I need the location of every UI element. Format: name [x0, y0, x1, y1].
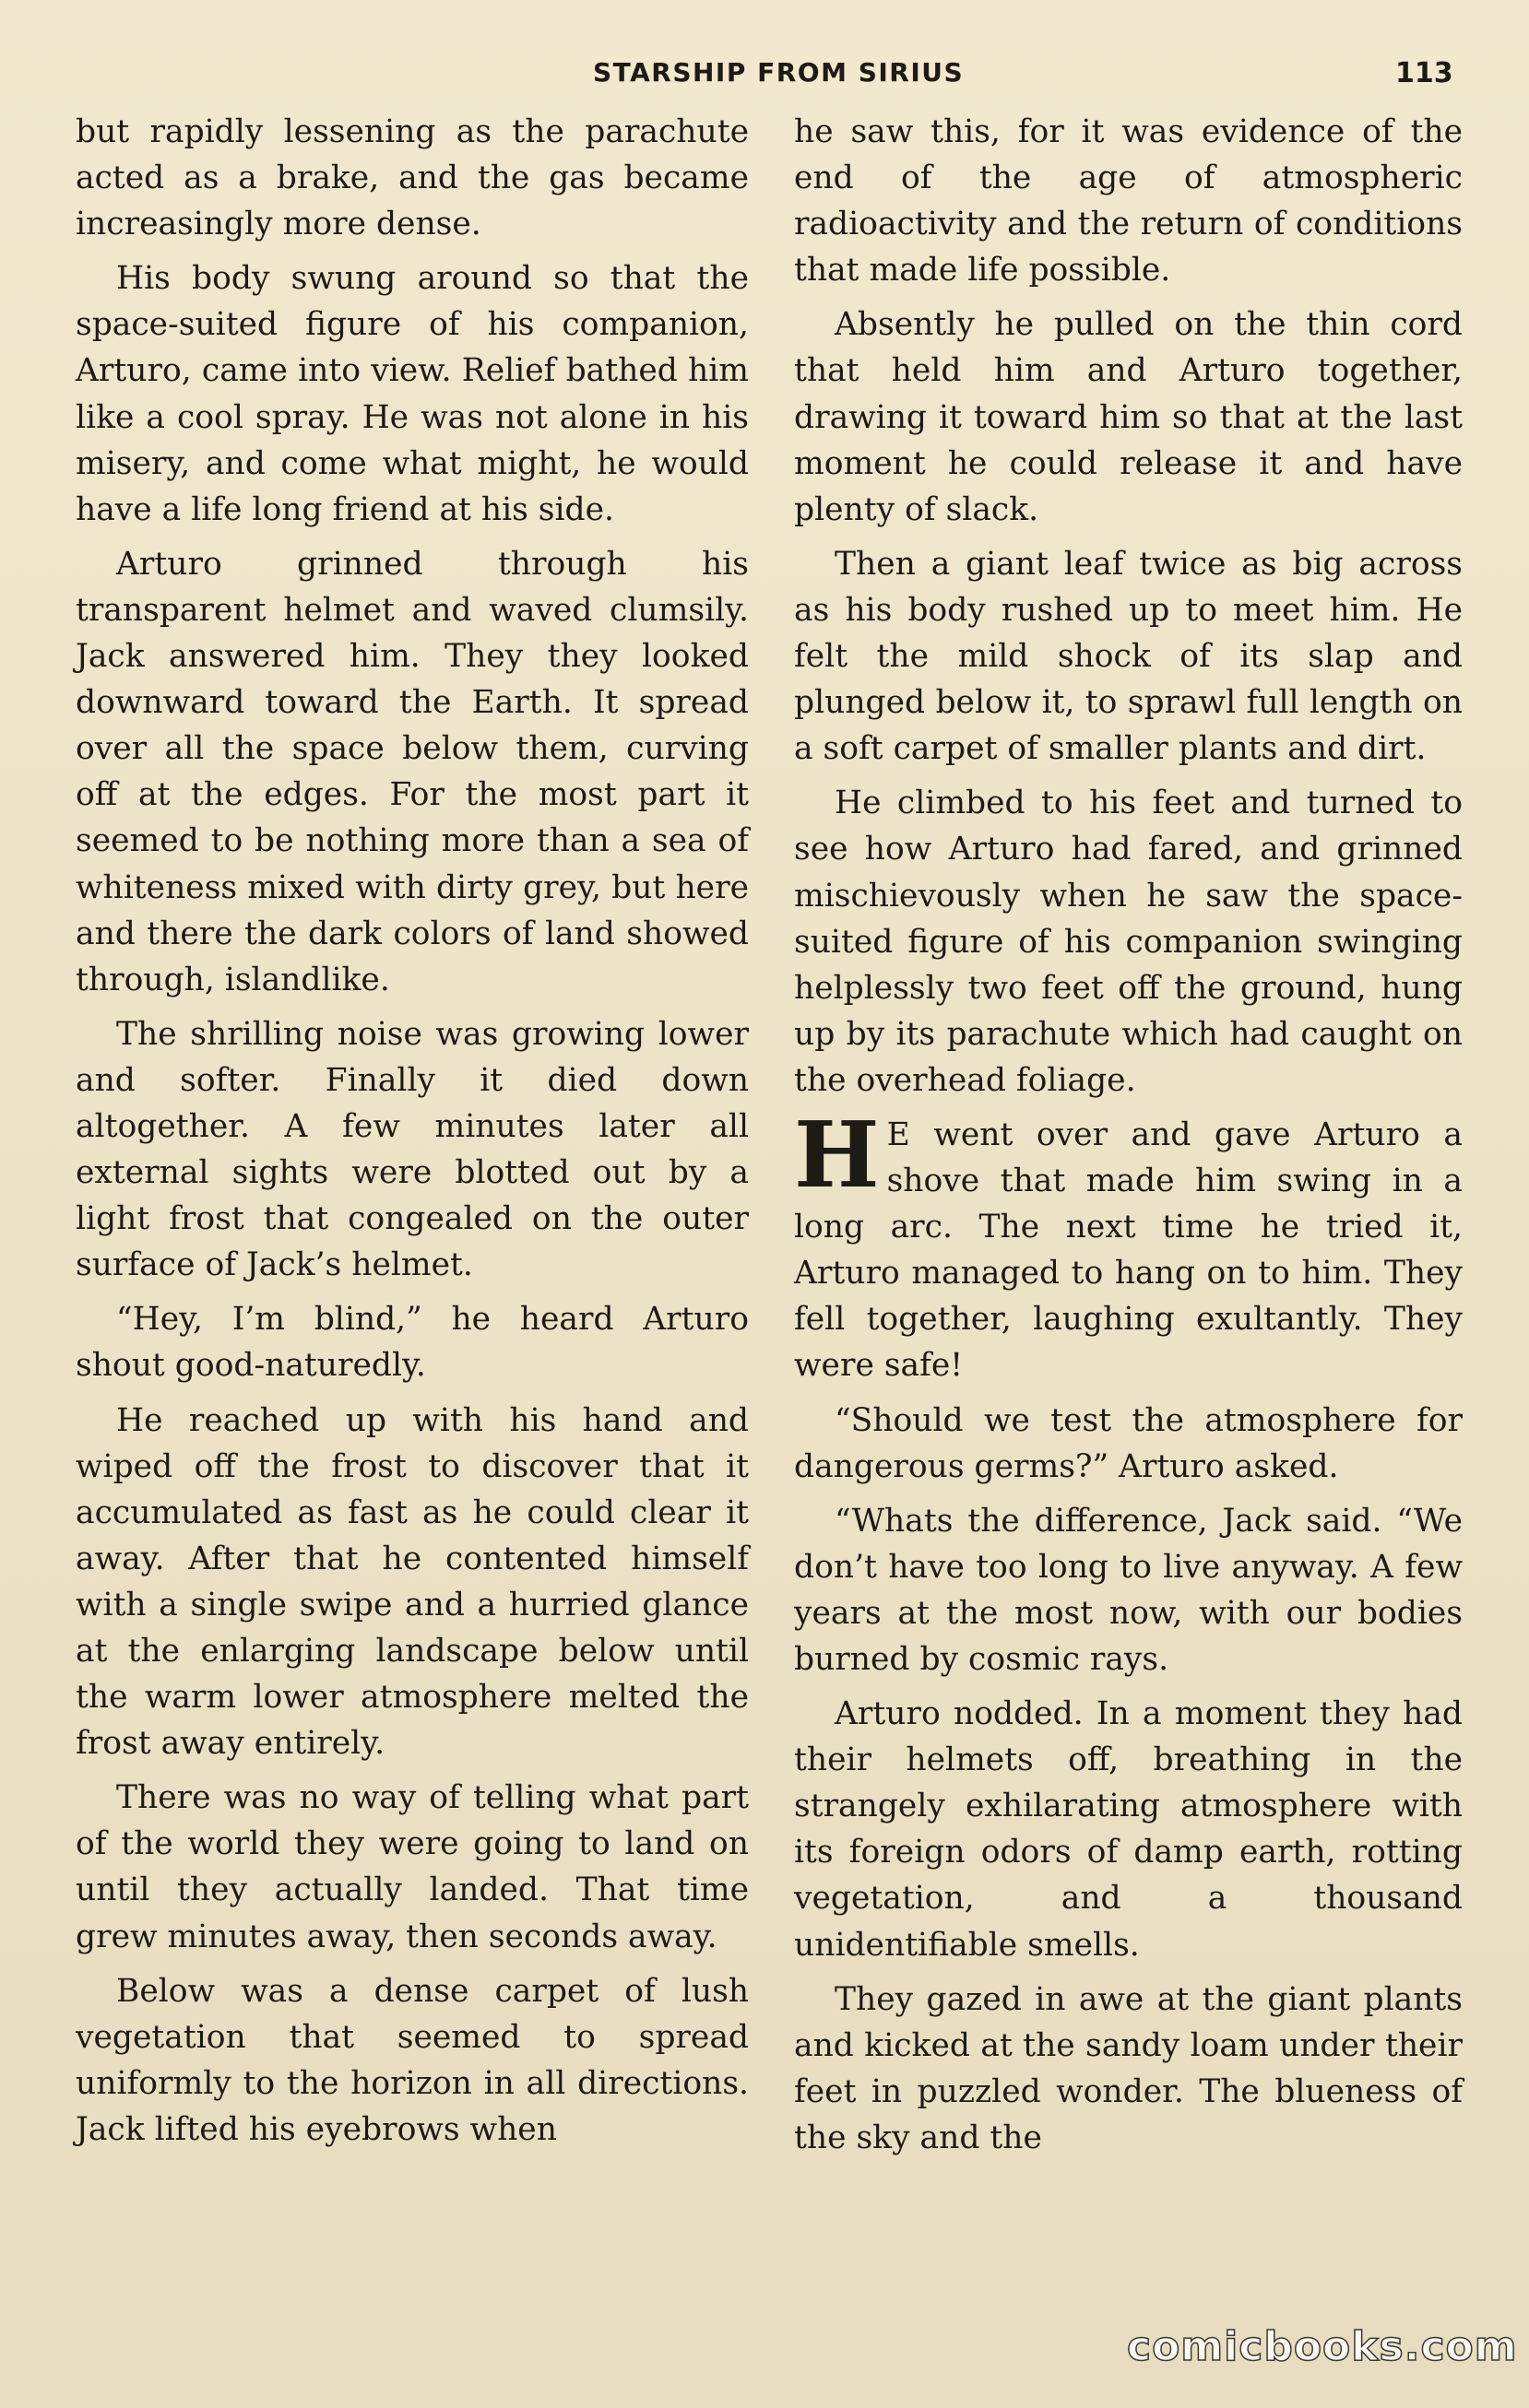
paragraph: He reached up with his hand and wiped off the frost to discover that it accumulated as fast as he could clear it away. After that he contented himself with a single swipe and a hurried glance at the enlarging landscape below until the warm lower atmosphere melted the frost away entirely. — [76, 1401, 749, 1763]
paragraph: Below was a dense carpet of lush vegetation that seemed to spread uniformly to the horizon in all directions. Jack lifted his eyebrows when — [76, 1972, 749, 2148]
running-header — [0, 53, 1529, 90]
watermark: comicbooks.com — [1127, 2323, 1518, 2370]
paragraph: They gazed in awe at the giant plants and kicked at the sandy loam under their feet in puzzled wonder. The blueness of the sky and the — [794, 1980, 1463, 2156]
paragraph: but rapidly lessening as the parachute acted as a brake, and the gas became increasingly more dense. — [76, 113, 749, 243]
right-column — [794, 109, 1463, 2169]
paragraph: “Should we test the atmosphere for dangerous germs?” Arturo asked. — [794, 1401, 1463, 1485]
drop-cap-paragraph-text: E went over and gave Arturo a shove that made him swing in a long arc. The next time he tried it, Arturo managed to hang on to him. They fell together, laughing exultantly. They were safe! — [794, 1115, 1463, 1385]
paragraph: He climbed to his feet and turned to see how Arturo had fared, and grinned mischievously when he saw the space-suited figure of his companion swinging helplessly two feet off the ground, hung up by its parachute which had caught on the overhead foliage. — [794, 785, 1463, 1099]
section-opening-paragraph — [794, 1102, 1463, 1389]
paragraph: he saw this, for it was evidence of the end of the age of atmospheric radioactivity and the return of conditions that made life possible. — [794, 113, 1463, 289]
paragraph: Absently he pulled on the thin cord that held him and Arturo together, drawing it toward him so that at the last moment he could release it and have plenty of slack. — [794, 306, 1463, 528]
drop-cap: H — [794, 1102, 880, 1209]
paragraph: His body swung around so that the space-suited figure of his companion, Arturo, came into view. Relief bathed him like a cool spray. He was not alone in his misery, and come what might, he would have a life long friend at his side. — [76, 260, 749, 528]
paragraph: “Whats the difference, Jack said. “We don’t have too long to live anyway. A few years at the most now, with our bodies burned by cosmic rays. — [794, 1502, 1463, 1678]
paragraph: “Hey, I’m blind,” he heard Arturo shout good-naturedly. — [76, 1301, 749, 1385]
paragraph: Arturo nodded. In a moment they had their helmets off, breathing in the strangely exhilarating atmosphere with its foreign odors of damp earth, rotting vegetation, and a thousand unidentifiable smells. — [794, 1695, 1463, 1964]
running-title: STARSHIP FROM SIRIUS — [593, 57, 965, 88]
left-column — [76, 109, 749, 2161]
paragraph: Arturo grinned through his transparent helmet and waved clumsily. Jack answered him. They they looked downward toward the Earth. It spread over all the space below them, curving off at the edges. For the most part it seemed to be nothing more than a sea of whiteness mixed with dirty grey, but here and there the dark colors of land showed through, islandlike. — [76, 545, 749, 998]
paragraph: Then a giant leaf twice as big across as his body rushed up to meet him. He felt the mild shock of its slap and plunged below it, to sprawl full length on a soft carpet of smaller plants and dirt. — [794, 545, 1463, 768]
paragraph: There was no way of telling what part of the world they were going to land on until they actually landed. That time grew minutes away, then seconds away. — [76, 1779, 749, 1955]
paragraph: The shrilling noise was growing lower and softer. Finally it died down altogether. A few minutes later all external sights were blotted out by a light frost that congealed on the outer surface of Jack’s helmet. — [76, 1015, 749, 1284]
page-number: 113 — [1395, 57, 1453, 89]
